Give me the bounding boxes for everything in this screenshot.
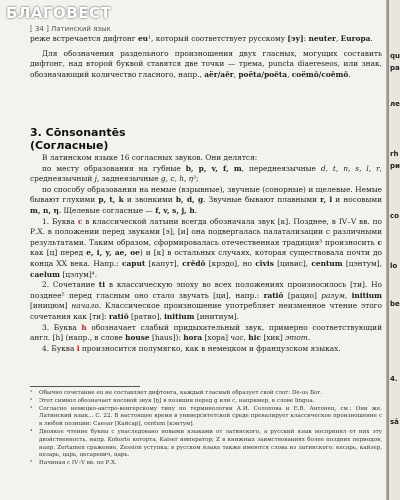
footnote: ² Этот символ обозначает носовой звук [ŋ] в позиции перед g или c, например, в слове lingua. [30,397,315,404]
paragraph-letter-c: 1. Буква c в классической латыни всегда обозначала звук [к]. Позднее, в IV–V вв. по Р.Х. в положении перед звуками [э], [и] она подвергалась палатализации с различными результатами. Таким образом, сформировалась отечественная традиция³ произносить c как [ц] перед e, i, y, ae, oe) и [к] в остальных случаях, которая существовала почти до конца XX века. Напр.: caput [капут], crēdō [крэдо], но cīvis [цивис], centum [цэнтум], caelum [цэлум]⁴. [30,216,382,279]
paragraph-place: по месту образования на губные b, p, v, f, m, переднеязычные d, t, n, s, l, r, среднеязычный j, заднеязычные g, c, h, η²; [30,163,382,184]
intro-text [30,34,382,80]
adjacent-text: lo [390,262,398,270]
intro-paragraph-1 [30,34,382,45]
adjacent-text: 4. [390,375,398,383]
paragraph-letter-h: 3. Буква h обозначает слабый придыхательный звук, примерно соответствующий англ. [h] (напр., в слове house [haus]): hora [хора] час, hic [хик] этот. [30,322,382,343]
intro-paragraph-2 [30,49,382,81]
paragraph-letter-l: 4. Буква l произносится полумягко, как в немецком и французском языках. [42,343,341,353]
footnote: ⁴ Двоякое чтение буквы с унаследовано новыми языками от латинского, а русский язык воспринял от них эту двойственность, напр. Kohorte когорта, Kaiser император; Z в книжных заимствованиях более поздних периодов, напр. Zertamen сражение, Zession уступка; в русском языке также имеются слова из латинского: кесарь, кайзер, цезарь, царь, цесаревич, царь. [30,428,382,459]
section-subtitle: (Согласные) [30,139,109,152]
adjacent-text: rh [390,150,399,158]
watermark-logo: БЛАГОВЕСТ [6,4,112,22]
running-head: [ 34 ] Латинский язык [30,25,111,33]
paragraph-manner: по способу образования на немые (взрывные), звучные (сонорные) и щелевые. Немые бывают глухими p, t, k и звонкими b, d, g. Звучные бывают плавными r, l и носовыми m, n, η. Щелевые согласные — f, v, s, j, h. [30,184,383,215]
adjacent-text: be [390,300,400,308]
intro-2-text: Для обозначения раздельного произношения двух гласных, могущих составить дифтонг, над второй буквой ставятся две точки — трема, puncta diaereseos, или знак, обозначающий количество гласного, напр., aër/aēr, poëta/poēta, coëmō/coēmō. [30,48,382,79]
section-body [30,153,382,354]
adjacent-text: ра [390,64,400,72]
adjacent-text: ле [390,100,400,108]
adjacent-text: co [390,212,399,220]
footnote: ⁵ Начиная с IV–V вв. по Р.Х. [30,460,117,467]
paragraph-intro: В латинском языке 16 согласных звуков. Они делятся: [42,153,258,162]
paragraph-ti: 2. Сочетание ti в классическую эпоху во всех положениях произносилось [ти]. Но позднее⁵ перед гласным оно стало звучать [ци], напр.: ratiō [рацио] разум, initium [иницюм] начало. Классическое произношение употребляет неизменное чтение этого сочетания как [ти]: ratiō [ратио], initium [инитиум]. [30,280,382,321]
adjacent-text: sā [390,418,399,426]
section-heading: 3. Cōnsonantēs [30,126,126,139]
adjacent-page [389,0,400,500]
footnote-rule [30,386,140,387]
intro-1-text: реже встречается дифтонг eu¹, который соответствует русскому [эу]: neuter, Europa. [30,34,373,43]
footnote: ³ Согласно немецко-австро-венгерскому типу по терминологии А.И. Солопова и Е.В. Антонец, см.: Они же. Латинский язык... С. 22. В настоящее время в университетской среде превалирует классическое произношение с в любой позиции: Caesar [Кайсар], centum [кэнтум]. [30,405,382,428]
footnotes [30,390,382,468]
adjacent-text: qu [390,52,400,60]
footnote: ¹ Обычно сочетание eu не составляет дифтонга, каждый гласный образует свой слог: De-us Бог. [30,390,323,396]
adjacent-text: ри [390,162,400,170]
